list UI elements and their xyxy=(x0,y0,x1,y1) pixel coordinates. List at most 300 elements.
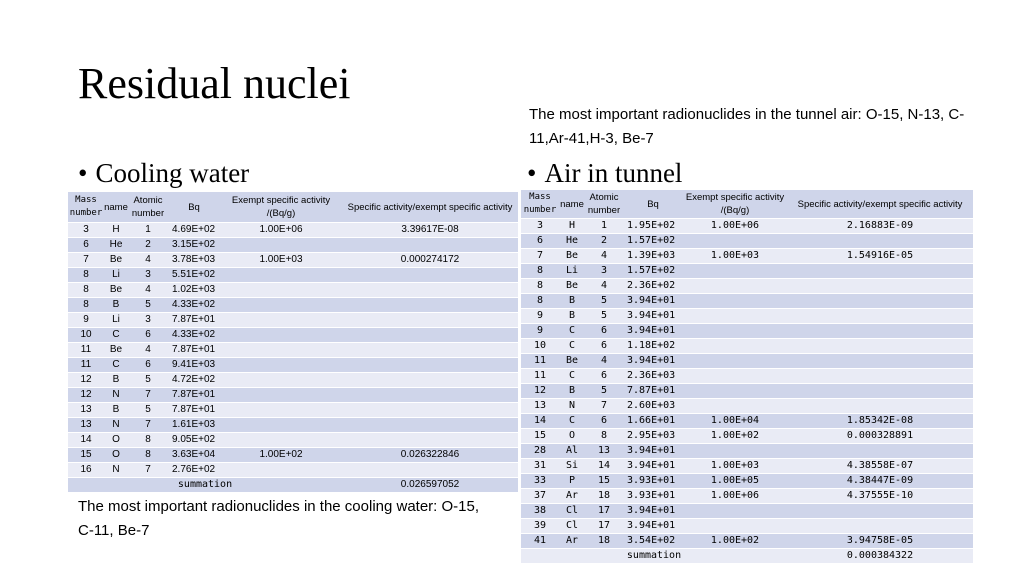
cell-exempt-activity xyxy=(220,238,342,253)
cell-name: Be xyxy=(559,279,585,294)
table-row xyxy=(521,414,973,429)
cell-mass-number: 8 xyxy=(68,298,104,313)
cell-mass-number: 7 xyxy=(68,253,104,268)
col-header-mass-number: Mass number xyxy=(68,192,104,223)
cell-bq: 1.57E+02 xyxy=(623,264,683,279)
table-row xyxy=(521,324,973,339)
cell-name: C xyxy=(104,328,128,343)
cell-activity-ratio xyxy=(787,339,973,354)
cell-name: C xyxy=(559,369,585,384)
cell-mass-number: 15 xyxy=(521,429,559,444)
cell-mass-number: 3 xyxy=(521,219,559,234)
cell-atomic-number: 5 xyxy=(585,384,623,399)
cell-activity-ratio xyxy=(342,358,518,373)
cooling-water-heading xyxy=(78,158,249,188)
cell-activity-ratio xyxy=(342,463,518,478)
cell-exempt-activity xyxy=(683,444,787,459)
table-row xyxy=(68,328,518,343)
cell-bq: 3.94E+01 xyxy=(623,309,683,324)
cell-activity-ratio xyxy=(342,238,518,253)
cell-name: Al xyxy=(559,444,585,459)
cell-bq: 9.05E+02 xyxy=(168,433,220,448)
cell-atomic-number: 18 xyxy=(585,489,623,504)
cell-activity-ratio xyxy=(787,234,973,249)
cell-mass-number: 7 xyxy=(521,249,559,264)
cell-activity-ratio xyxy=(787,309,973,324)
cell-bq: 7.87E+01 xyxy=(623,384,683,399)
cell-atomic-number: 4 xyxy=(128,343,168,358)
cell-name: Cl xyxy=(559,519,585,534)
cell-name: Be xyxy=(559,354,585,369)
table-row xyxy=(68,403,518,418)
table-row xyxy=(68,298,518,313)
col-header-name: name xyxy=(559,190,585,219)
cell-mass-number: 16 xyxy=(68,463,104,478)
cell-name: H xyxy=(104,223,128,238)
table-row xyxy=(68,283,518,298)
cell-atomic-number: 6 xyxy=(585,339,623,354)
cell-activity-ratio xyxy=(787,264,973,279)
cell-name: Cl xyxy=(559,504,585,519)
cell-name: N xyxy=(104,418,128,433)
cell-activity-ratio xyxy=(787,399,973,414)
cell-atomic-number: 6 xyxy=(128,358,168,373)
cell-name: H xyxy=(559,219,585,234)
cell-bq: 4.33E+02 xyxy=(168,298,220,313)
cell-mass-number: 14 xyxy=(521,414,559,429)
cell-mass-number: 41 xyxy=(521,534,559,549)
cell-activity-ratio xyxy=(342,388,518,403)
table-header-row xyxy=(68,192,518,223)
cell-name: Li xyxy=(104,313,128,328)
cell-name: O xyxy=(559,429,585,444)
cell-exempt-activity xyxy=(220,418,342,433)
cell-name: N xyxy=(104,463,128,478)
cell-mass-number: 13 xyxy=(68,418,104,433)
cell-exempt-activity: 1.00E+06 xyxy=(683,219,787,234)
cell-mass-number: 6 xyxy=(521,234,559,249)
cell-exempt-activity xyxy=(220,283,342,298)
cell-bq: 3.94E+01 xyxy=(623,354,683,369)
cell-activity-ratio xyxy=(787,369,973,384)
cell-bq: 3.94E+01 xyxy=(623,504,683,519)
table-row xyxy=(521,399,973,414)
cell-name: Be xyxy=(104,253,128,268)
cell-exempt-activity xyxy=(683,234,787,249)
cell-activity-ratio xyxy=(342,313,518,328)
table-row xyxy=(521,354,973,369)
cell-name: C xyxy=(559,324,585,339)
cell-mass-number: 8 xyxy=(521,279,559,294)
cell-atomic-number: 17 xyxy=(585,504,623,519)
cell-activity-ratio: 0.026322846 xyxy=(342,448,518,463)
cell-name: B xyxy=(104,298,128,313)
cell-activity-ratio xyxy=(787,519,973,534)
cell-atomic-number: 8 xyxy=(128,433,168,448)
cell-atomic-number: 4 xyxy=(585,354,623,369)
cell-exempt-activity: 1.00E+02 xyxy=(683,534,787,549)
table-row xyxy=(521,219,973,234)
cell-mass-number: 37 xyxy=(521,489,559,504)
cell-activity-ratio: 3.39617E-08 xyxy=(342,223,518,238)
cell-mass-number: 12 xyxy=(68,373,104,388)
air-in-tunnel-table-body xyxy=(521,219,973,564)
cell-exempt-activity xyxy=(683,504,787,519)
cell-mass-number: 10 xyxy=(68,328,104,343)
table-row xyxy=(521,534,973,549)
col-header-exempt-specific-activity: Exempt specific activity /(Bq/g) xyxy=(683,190,787,219)
cell-mass-number: 15 xyxy=(68,448,104,463)
cell-atomic-number: 5 xyxy=(585,309,623,324)
cell-exempt-activity xyxy=(683,324,787,339)
cell-name: Ar xyxy=(559,489,585,504)
cell-bq: 3.15E+02 xyxy=(168,238,220,253)
cell-bq: 3.94E+01 xyxy=(623,324,683,339)
cell-atomic-number: 7 xyxy=(128,418,168,433)
table-row xyxy=(521,504,973,519)
summation-value: 0.000384322 xyxy=(787,549,973,564)
table-row xyxy=(521,489,973,504)
cell-bq: 4.33E+02 xyxy=(168,328,220,343)
cell-bq: 2.76E+02 xyxy=(168,463,220,478)
cell-atomic-number: 3 xyxy=(128,313,168,328)
col-header-atomic-number: Atomic number xyxy=(585,190,623,219)
cell-mass-number: 8 xyxy=(521,294,559,309)
cell-atomic-number: 14 xyxy=(585,459,623,474)
cell-atomic-number: 1 xyxy=(585,219,623,234)
table-row xyxy=(521,234,973,249)
cell-exempt-activity xyxy=(683,309,787,324)
table-row xyxy=(521,429,973,444)
air-in-tunnel-label: Air in tunnel xyxy=(544,158,683,188)
table-row xyxy=(68,448,518,463)
cell-bq: 5.51E+02 xyxy=(168,268,220,283)
cell-mass-number: 10 xyxy=(521,339,559,354)
cell-bq: 4.69E+02 xyxy=(168,223,220,238)
cell-name: C xyxy=(104,358,128,373)
slide-title: Residual nuclei xyxy=(78,59,351,108)
cell-bq: 1.39E+03 xyxy=(623,249,683,264)
cell-name: B xyxy=(559,294,585,309)
cell-bq: 3.63E+04 xyxy=(168,448,220,463)
cell-exempt-activity xyxy=(683,519,787,534)
cell-atomic-number: 2 xyxy=(128,238,168,253)
cell-name: He xyxy=(559,234,585,249)
cell-bq: 3.54E+02 xyxy=(623,534,683,549)
cell-atomic-number: 2 xyxy=(585,234,623,249)
cell-exempt-activity: 1.00E+06 xyxy=(683,489,787,504)
cell-bq: 7.87E+01 xyxy=(168,388,220,403)
cell-exempt-activity: 1.00E+03 xyxy=(683,459,787,474)
cell-mass-number: 9 xyxy=(521,324,559,339)
cell-exempt-activity: 1.00E+03 xyxy=(220,253,342,268)
cell-exempt-activity xyxy=(683,354,787,369)
cell-atomic-number: 5 xyxy=(128,298,168,313)
cell-mass-number: 11 xyxy=(68,343,104,358)
table-row xyxy=(521,369,973,384)
table-row xyxy=(521,474,973,489)
cell-name: Li xyxy=(104,268,128,283)
table-row xyxy=(521,279,973,294)
table-row xyxy=(68,253,518,268)
cell-exempt-activity xyxy=(220,463,342,478)
summation-row xyxy=(521,549,973,564)
cell-name: B xyxy=(104,373,128,388)
cell-activity-ratio xyxy=(342,268,518,283)
cell-name: B xyxy=(559,384,585,399)
table-row xyxy=(68,238,518,253)
table-row xyxy=(68,313,518,328)
cell-activity-ratio: 4.38447E-09 xyxy=(787,474,973,489)
cell-exempt-activity xyxy=(220,358,342,373)
cell-activity-ratio xyxy=(342,283,518,298)
cell-name: Li xyxy=(559,264,585,279)
cell-name: C xyxy=(559,414,585,429)
cell-activity-ratio xyxy=(342,343,518,358)
cooling-water-table-body xyxy=(68,223,518,493)
cell-bq: 7.87E+01 xyxy=(168,403,220,418)
cell-atomic-number: 4 xyxy=(585,249,623,264)
cell-mass-number: 9 xyxy=(68,313,104,328)
cell-activity-ratio xyxy=(342,403,518,418)
cell-name: N xyxy=(559,399,585,414)
cell-activity-ratio: 4.37555E-10 xyxy=(787,489,973,504)
cell-mass-number: 13 xyxy=(521,399,559,414)
cell-mass-number: 31 xyxy=(521,459,559,474)
cell-atomic-number: 3 xyxy=(128,268,168,283)
summation-value: 0.026597052 xyxy=(342,478,518,493)
cell-atomic-number: 8 xyxy=(585,429,623,444)
cell-bq: 3.78E+03 xyxy=(168,253,220,268)
cell-mass-number: 39 xyxy=(521,519,559,534)
cell-name: O xyxy=(104,448,128,463)
cell-bq: 1.02E+03 xyxy=(168,283,220,298)
cell-mass-number: 11 xyxy=(521,369,559,384)
cell-exempt-activity xyxy=(683,294,787,309)
table-row xyxy=(521,309,973,324)
cell-bq: 1.66E+01 xyxy=(623,414,683,429)
table-row xyxy=(521,519,973,534)
cell-name: P xyxy=(559,474,585,489)
cell-name: Be xyxy=(104,283,128,298)
cell-atomic-number: 7 xyxy=(128,463,168,478)
cell-mass-number: 8 xyxy=(68,268,104,283)
cell-activity-ratio: 1.54916E-05 xyxy=(787,249,973,264)
cooling-water-table xyxy=(68,192,518,493)
tunnel-air-note: The most important radionuclides in the tunnel air: O-15, N-13, C-11,Ar-41,H-3, Be-7 xyxy=(529,106,965,147)
cell-exempt-activity xyxy=(220,268,342,283)
cell-mass-number: 13 xyxy=(68,403,104,418)
table-row xyxy=(68,373,518,388)
cell-name: C xyxy=(559,339,585,354)
cell-atomic-number: 5 xyxy=(128,403,168,418)
cell-name: O xyxy=(104,433,128,448)
col-header-bq: Bq xyxy=(168,192,220,223)
cell-activity-ratio: 4.38558E-07 xyxy=(787,459,973,474)
table-header-row xyxy=(521,190,973,219)
cell-mass-number: 3 xyxy=(68,223,104,238)
summation-row xyxy=(68,478,518,493)
cell-activity-ratio xyxy=(342,433,518,448)
table-row xyxy=(521,264,973,279)
air-in-tunnel-heading xyxy=(527,158,682,188)
cell-atomic-number: 6 xyxy=(585,369,623,384)
cell-name: Ar xyxy=(559,534,585,549)
table-row xyxy=(68,358,518,373)
table-row xyxy=(521,444,973,459)
cell-exempt-activity xyxy=(220,298,342,313)
table-row xyxy=(521,294,973,309)
cell-activity-ratio xyxy=(342,298,518,313)
cell-activity-ratio xyxy=(787,354,973,369)
col-header-name: name xyxy=(104,192,128,223)
cell-exempt-activity: 1.00E+02 xyxy=(683,429,787,444)
cell-activity-ratio: 0.000274172 xyxy=(342,253,518,268)
table-row xyxy=(521,384,973,399)
cell-exempt-activity: 1.00E+03 xyxy=(683,249,787,264)
cell-exempt-activity: 1.00E+06 xyxy=(220,223,342,238)
cell-exempt-activity xyxy=(220,433,342,448)
cell-name: B xyxy=(559,309,585,324)
cell-atomic-number: 13 xyxy=(585,444,623,459)
table-row xyxy=(521,249,973,264)
cell-bq: 4.72E+02 xyxy=(168,373,220,388)
cell-bq: 1.61E+03 xyxy=(168,418,220,433)
cell-mass-number: 8 xyxy=(68,283,104,298)
cell-exempt-activity xyxy=(220,388,342,403)
cell-atomic-number: 4 xyxy=(128,283,168,298)
cell-mass-number: 38 xyxy=(521,504,559,519)
cell-bq: 2.95E+03 xyxy=(623,429,683,444)
cell-name: Be xyxy=(104,343,128,358)
cell-activity-ratio xyxy=(787,279,973,294)
col-header-activity-ratio: Specific activity/exempt specific activity xyxy=(342,192,518,223)
air-in-tunnel-table xyxy=(521,190,973,564)
cell-bq: 3.94E+01 xyxy=(623,519,683,534)
cell-exempt-activity xyxy=(220,343,342,358)
cell-atomic-number: 5 xyxy=(585,294,623,309)
cell-activity-ratio: 3.94758E-05 xyxy=(787,534,973,549)
col-header-mass-number: Mass number xyxy=(521,190,559,219)
cell-exempt-activity xyxy=(683,399,787,414)
cell-name: Be xyxy=(559,249,585,264)
cell-bq: 3.94E+01 xyxy=(623,444,683,459)
cell-exempt-activity xyxy=(220,373,342,388)
cell-exempt-activity: 1.00E+02 xyxy=(220,448,342,463)
table-row xyxy=(68,223,518,238)
summation-label: summation xyxy=(68,478,342,493)
cell-exempt-activity xyxy=(683,369,787,384)
bullet-icon: • xyxy=(527,158,537,188)
cell-bq: 2.60E+03 xyxy=(623,399,683,414)
cell-bq: 3.93E+01 xyxy=(623,474,683,489)
cell-mass-number: 14 xyxy=(68,433,104,448)
cell-bq: 1.18E+02 xyxy=(623,339,683,354)
cell-bq: 3.94E+01 xyxy=(623,459,683,474)
cell-atomic-number: 7 xyxy=(128,388,168,403)
cell-bq: 1.57E+02 xyxy=(623,234,683,249)
cell-mass-number: 33 xyxy=(521,474,559,489)
cell-exempt-activity xyxy=(683,279,787,294)
cell-atomic-number: 6 xyxy=(128,328,168,343)
cell-mass-number: 9 xyxy=(521,309,559,324)
cell-exempt-activity xyxy=(220,403,342,418)
cell-exempt-activity xyxy=(220,313,342,328)
table-row xyxy=(68,388,518,403)
cell-activity-ratio: 1.85342E-08 xyxy=(787,414,973,429)
cell-atomic-number: 3 xyxy=(585,264,623,279)
table-row xyxy=(521,339,973,354)
table-row xyxy=(68,268,518,283)
summation-label: summation xyxy=(521,549,787,564)
cell-mass-number: 28 xyxy=(521,444,559,459)
cell-exempt-activity xyxy=(683,384,787,399)
col-header-atomic-number: Atomic number xyxy=(128,192,168,223)
table-row xyxy=(521,459,973,474)
cell-exempt-activity xyxy=(220,328,342,343)
col-header-bq: Bq xyxy=(623,190,683,219)
cell-atomic-number: 5 xyxy=(128,373,168,388)
cooling-water-note: The most important radionuclides in the cooling water: O-15, C-11, Be-7 xyxy=(78,498,480,539)
table-row xyxy=(68,418,518,433)
cell-atomic-number: 15 xyxy=(585,474,623,489)
cell-atomic-number: 18 xyxy=(585,534,623,549)
cell-mass-number: 11 xyxy=(68,358,104,373)
cell-activity-ratio: 2.16883E-09 xyxy=(787,219,973,234)
cell-name: He xyxy=(104,238,128,253)
cell-activity-ratio xyxy=(342,373,518,388)
cell-bq: 2.36E+02 xyxy=(623,279,683,294)
cell-mass-number: 12 xyxy=(68,388,104,403)
bullet-icon: • xyxy=(78,158,88,188)
cell-mass-number: 8 xyxy=(521,264,559,279)
col-header-activity-ratio: Specific activity/exempt specific activity xyxy=(787,190,973,219)
cell-activity-ratio xyxy=(787,504,973,519)
cell-atomic-number: 6 xyxy=(585,414,623,429)
cell-activity-ratio xyxy=(787,384,973,399)
cell-name: B xyxy=(104,403,128,418)
cell-bq: 3.94E+01 xyxy=(623,294,683,309)
cell-name: N xyxy=(104,388,128,403)
cell-name: Si xyxy=(559,459,585,474)
cell-atomic-number: 4 xyxy=(128,253,168,268)
cell-bq: 1.95E+02 xyxy=(623,219,683,234)
cell-exempt-activity: 1.00E+05 xyxy=(683,474,787,489)
cell-activity-ratio xyxy=(787,444,973,459)
cell-activity-ratio xyxy=(342,328,518,343)
cell-atomic-number: 6 xyxy=(585,324,623,339)
cell-activity-ratio: 0.000328891 xyxy=(787,429,973,444)
cell-exempt-activity xyxy=(683,264,787,279)
cell-mass-number: 11 xyxy=(521,354,559,369)
cell-atomic-number: 4 xyxy=(585,279,623,294)
cell-bq: 9.41E+03 xyxy=(168,358,220,373)
cell-exempt-activity xyxy=(683,339,787,354)
cell-atomic-number: 8 xyxy=(128,448,168,463)
cell-bq: 3.93E+01 xyxy=(623,489,683,504)
cell-atomic-number: 1 xyxy=(128,223,168,238)
cell-activity-ratio xyxy=(787,294,973,309)
table-row xyxy=(68,343,518,358)
cell-bq: 2.36E+03 xyxy=(623,369,683,384)
cell-mass-number: 12 xyxy=(521,384,559,399)
cooling-water-label: Cooling water xyxy=(95,158,250,188)
table-row xyxy=(68,463,518,478)
cell-mass-number: 6 xyxy=(68,238,104,253)
cell-bq: 7.87E+01 xyxy=(168,343,220,358)
cell-atomic-number: 7 xyxy=(585,399,623,414)
table-row xyxy=(68,433,518,448)
